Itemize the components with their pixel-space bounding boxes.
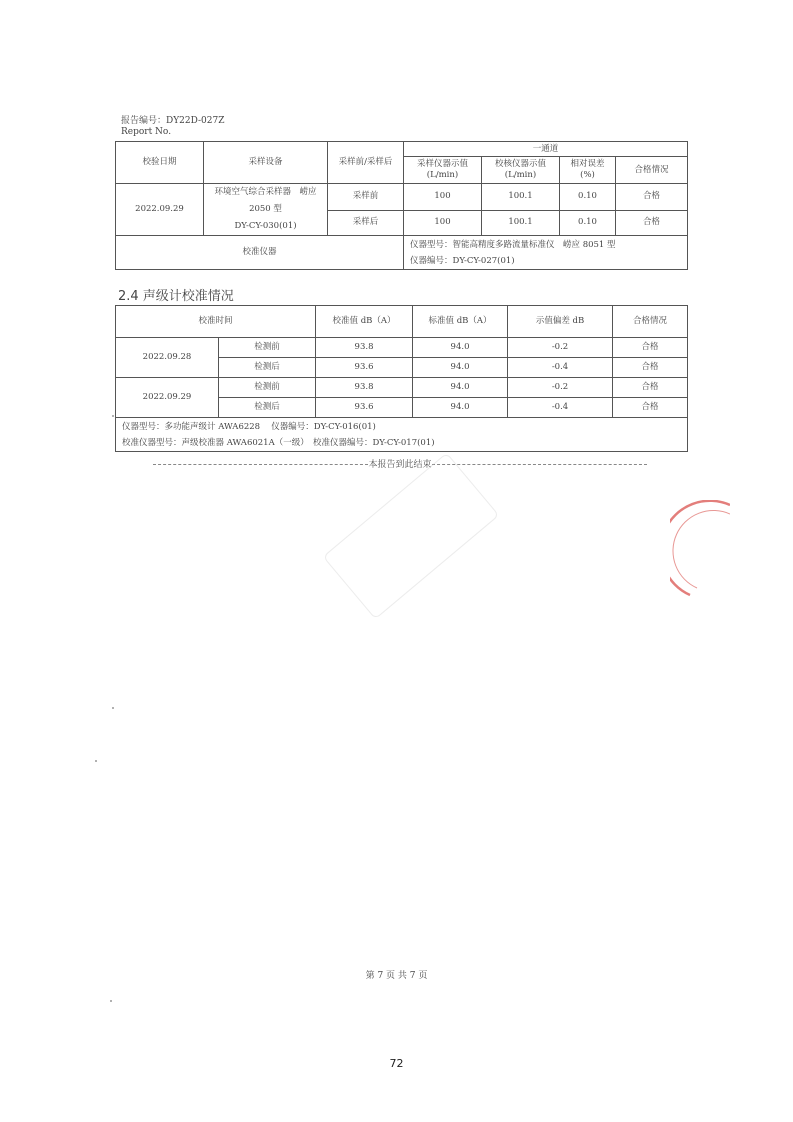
cell-standard: 94.0 — [413, 378, 508, 398]
scan-speck — [112, 707, 114, 709]
flow-calibration-table — [115, 141, 688, 270]
sound-instrument-line1: 仪器型号：多功能声级计 AWA6228 仪器编号：DY-CY-016(01) — [122, 421, 376, 432]
calib-model: 仪器型号：智能高精度多路流量标准仪 崂应 8051 型 — [410, 239, 616, 250]
header-status: 合格情况 — [613, 306, 688, 338]
cell-phase: 检测前 — [219, 378, 316, 398]
cell-calib: 93.8 — [316, 338, 413, 358]
end-text: 本报告到此结束 — [368, 460, 432, 470]
calib-id: 仪器编号：DY-CY-027(01) — [410, 255, 515, 266]
cell-phase: 采样前 — [328, 184, 404, 211]
section-title: 2.4 声级计校准情况 — [118, 289, 234, 304]
cell-standard: 94.0 — [413, 358, 508, 378]
header-checker: 校核仪器示值 (L/min) — [482, 157, 560, 184]
table-row — [116, 378, 688, 398]
cell-status: 合格 — [613, 398, 688, 418]
header-error: 相对误差 (%) — [560, 157, 616, 184]
page-number: 72 — [389, 1057, 404, 1070]
flow-date: 2022.09.29 — [116, 184, 204, 236]
cell-deviation: -0.2 — [508, 378, 613, 398]
cell-error: 0.10 — [560, 210, 616, 236]
cell-deviation: -0.4 — [508, 358, 613, 378]
table-row — [116, 184, 688, 211]
scan-speck — [110, 1000, 112, 1002]
cell-phase: 采样后 — [328, 210, 404, 236]
report-number-label: 报告编号：DY22D-027Z — [121, 116, 225, 126]
cell-error: 0.10 — [560, 184, 616, 211]
report-number-label-en: Report No. — [121, 127, 172, 137]
header-phase: 采样前/采样后 — [328, 142, 404, 184]
cell-status: 合格 — [613, 378, 688, 398]
cell-calib: 93.6 — [316, 398, 413, 418]
cell-calib: 93.8 — [316, 378, 413, 398]
sound-date: 2022.09.28 — [116, 338, 219, 378]
scan-speck — [95, 760, 97, 762]
cell-standard: 94.0 — [413, 398, 508, 418]
sound-instrument-info — [116, 418, 688, 452]
cell-status: 合格 — [613, 338, 688, 358]
end-of-report — [135, 457, 665, 470]
header-time: 校准时间 — [116, 306, 316, 338]
header-device: 采样设备 — [204, 142, 328, 184]
cell-deviation: -0.4 — [508, 398, 613, 418]
page-info: 第 7 页 共 7 页 — [365, 971, 428, 981]
cell-status: 合格 — [613, 358, 688, 378]
header-channel: 一通道 — [404, 142, 688, 157]
header-status: 合格情况 — [616, 157, 688, 184]
cell-sampler: 100 — [404, 210, 482, 236]
divider — [153, 464, 368, 465]
calib-instrument-info — [404, 236, 688, 270]
cell-calib: 93.6 — [316, 358, 413, 378]
cell-phase: 检测后 — [219, 358, 316, 378]
calib-instrument-label: 校准仪器 — [116, 236, 404, 270]
header-sampler: 采样仪器示值 (L/min) — [404, 157, 482, 184]
table-row — [116, 338, 688, 358]
sound-date: 2022.09.29 — [116, 378, 219, 418]
flow-device: 环境空气综合采样器 崂应 2050 型 DY-CY-030(01) — [204, 184, 328, 236]
cell-phase: 检测后 — [219, 398, 316, 418]
cell-checker: 100.1 — [482, 210, 560, 236]
sound-calibration-table — [115, 305, 688, 452]
header-date: 校验日期 — [116, 142, 204, 184]
cell-deviation: -0.2 — [508, 338, 613, 358]
header-standard: 标准值 dB（A） — [413, 306, 508, 338]
cell-standard: 94.0 — [413, 338, 508, 358]
company-seal-icon — [670, 500, 730, 600]
header-deviation: 示值偏差 dB — [508, 306, 613, 338]
cell-phase: 检测前 — [219, 338, 316, 358]
scan-speck — [112, 415, 114, 417]
cell-status: 合格 — [616, 184, 688, 211]
sound-instrument-line2: 校准仪器型号：声级校准器 AWA6021A（一级） 校准仪器编号：DY-CY-017(01) — [122, 437, 435, 448]
watermark — [323, 453, 500, 620]
divider — [432, 464, 647, 465]
cell-checker: 100.1 — [482, 184, 560, 211]
cell-sampler: 100 — [404, 184, 482, 211]
header-calib: 校准值 dB（A） — [316, 306, 413, 338]
cell-status: 合格 — [616, 210, 688, 236]
